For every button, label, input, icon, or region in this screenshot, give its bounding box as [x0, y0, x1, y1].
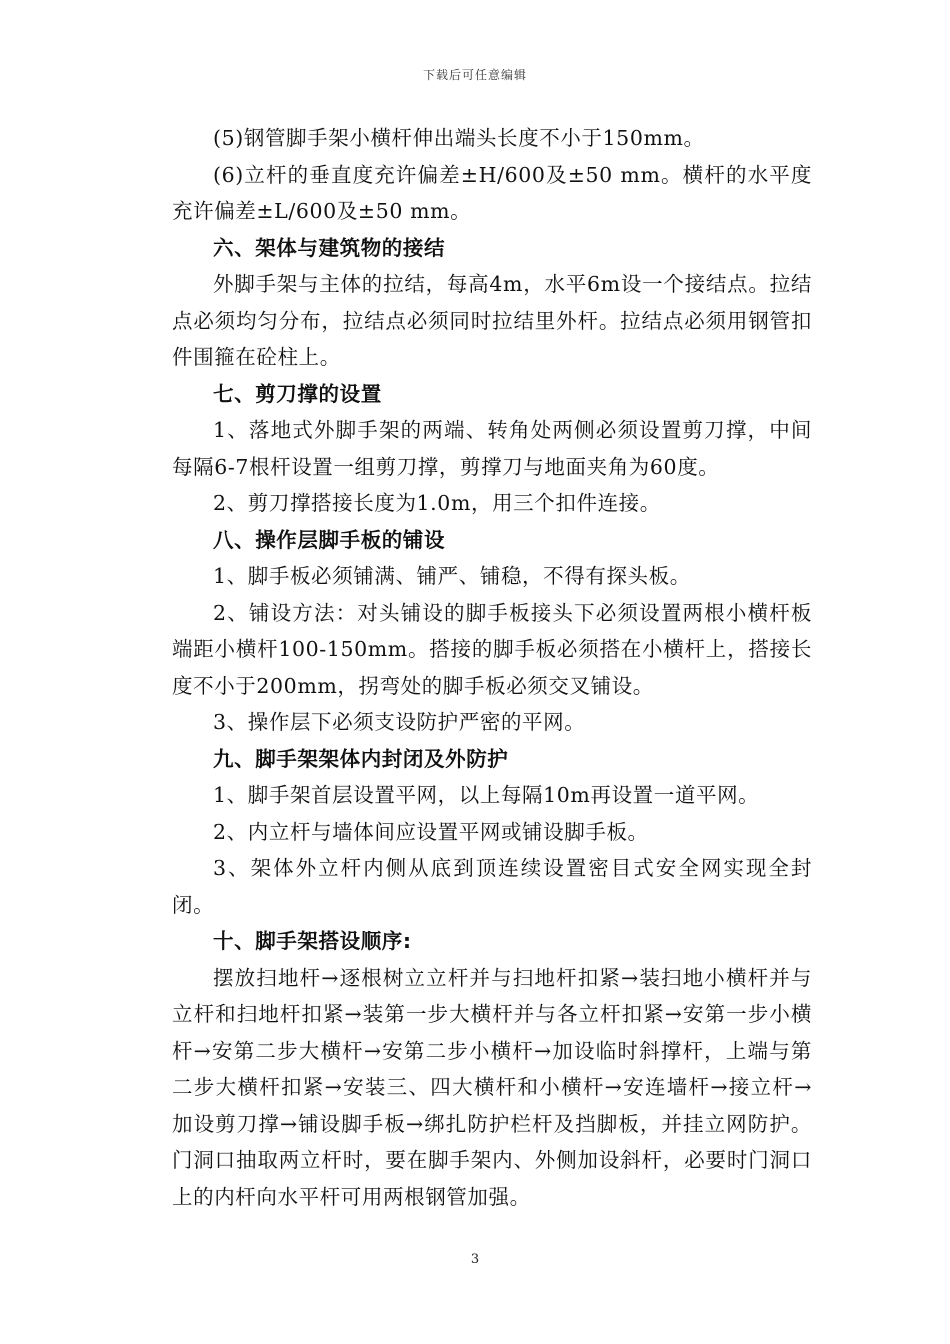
- section-heading: 六、架体与建筑物的接结: [213, 235, 446, 260]
- paragraph: 1、落地式外脚手架的两端、转角处两侧必须设置剪刀撑，中间每隔6-7根杆设置一组剪刀撑，剪撑刀与地面夹角为60度。: [172, 418, 812, 479]
- paragraph: 2、剪刀撑搭接长度为1.0m，用三个扣件连接。: [213, 491, 661, 515]
- page-number: 3: [470, 1252, 480, 1267]
- paragraph: 摆放扫地杆→逐根树立立杆并与扫地杆扣紧→装扫地小横杆并与立杆和扫地杆扣紧→装第一步大横杆并与各立杆扣紧→安第一步小横杆→安第二步大横杆→安第二步小横杆→加设临时斜撑杆，上端与第二步大横杆扣紧→安装三、四大横杆和小横杆→安连墙杆→接立杆→加设剪刀撑→铺设脚手板→绑扎防护栏杆及挡脚板，并挂立网防护。门洞口抽取两立杆时，要在脚手架内、外侧加设斜杆，必要时门洞口上的内杆向水平杆可用两根钢管加强。: [172, 965, 812, 1209]
- section-heading: 十、脚手架搭设顺序:: [213, 929, 412, 953]
- paragraph: 3、操作层下必须支设防护严密的平网。: [213, 710, 586, 734]
- section-heading: 七、剪刀撑的设置: [213, 381, 382, 406]
- paragraph: 1、脚手架首层设置平网，以上每隔10m再设置一道平网。: [213, 783, 760, 807]
- paragraph: 1、脚手板必须铺满、铺严、铺稳，不得有探头板。: [213, 564, 691, 588]
- page-header: 下载后可任意编辑: [422, 68, 527, 82]
- paragraph: 2、铺设方法：对头铺设的脚手板接头下必须设置两根小横杆板端距小横杆100-150mm。搭接的脚手板必须搭在小横杆上，搭接长度不小于200mm，拐弯处的脚手板必须交叉铺设。: [172, 600, 812, 698]
- paragraph: 外脚手架与主体的拉结，每高4m，水平6m设一个接结点。拉结点必须均匀分布，拉结点必须同时拉结里外杆。拉结点必须用钢管扣件围箍在砼柱上。: [172, 272, 812, 369]
- paragraph: 3、架体外立杆内侧从底到顶连续设置密目式安全网实现全封闭。: [172, 856, 812, 917]
- paragraph: (5)钢管脚手架小横杆伸出端头长度不小于150mm。: [213, 126, 705, 150]
- section-heading: 九、脚手架架体内封闭及外防护: [213, 746, 509, 771]
- document-body: [172, 120, 812, 1215]
- paragraph: 2、内立杆与墙体间应设置平网或铺设脚手板。: [213, 819, 649, 844]
- section-heading: 八、操作层脚手板的铺设: [213, 527, 446, 552]
- paragraph: (6)立杆的垂直度充许偏差±H/600及±50 mm。横杆的水平度充许偏差±L/600及±50 mm。: [172, 162, 812, 223]
